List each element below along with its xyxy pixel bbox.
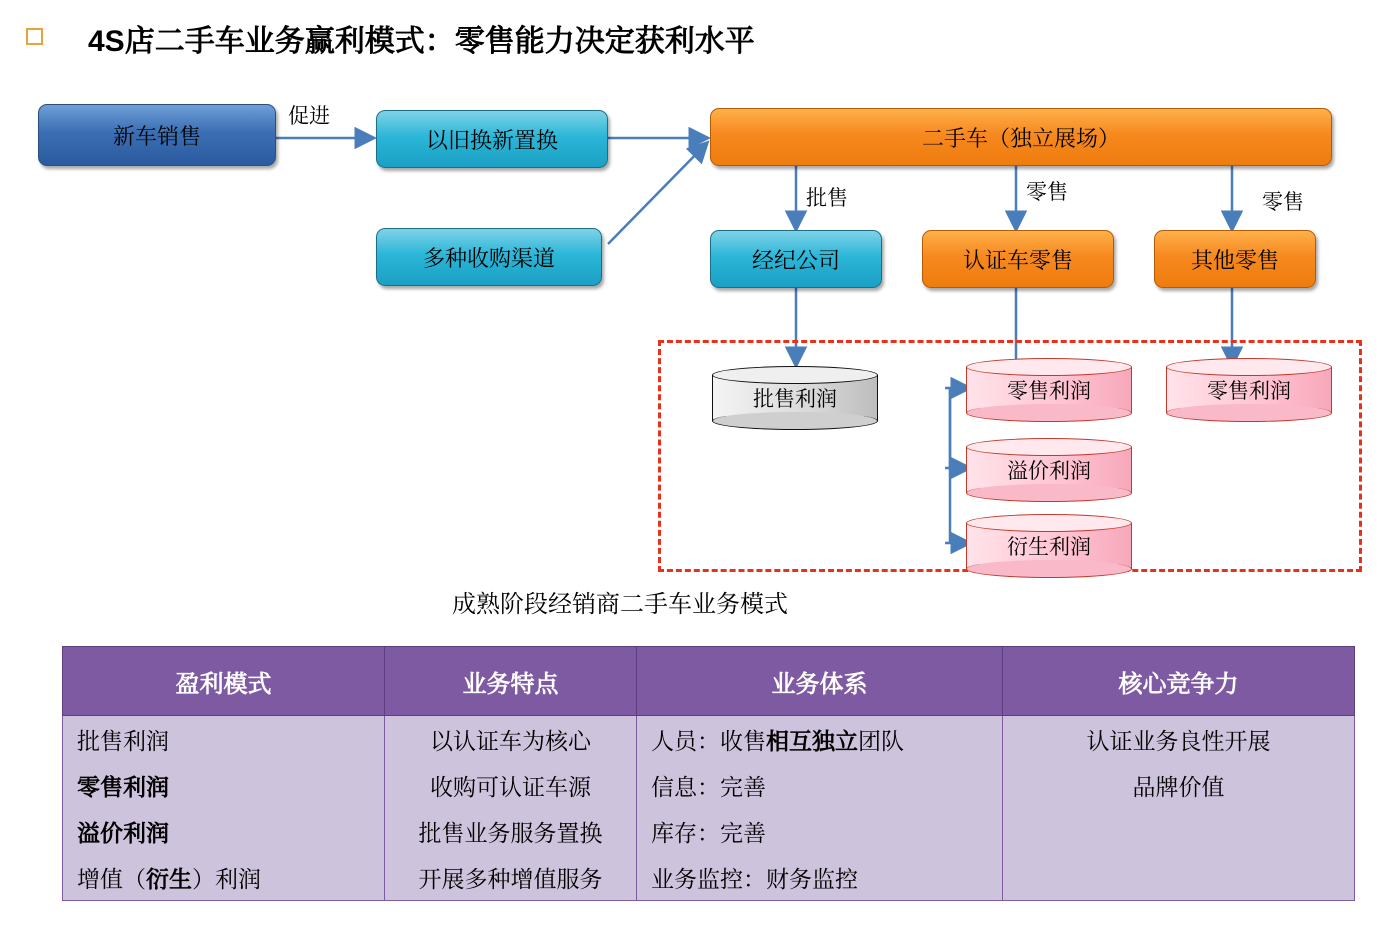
table-row <box>63 762 1355 808</box>
table-cell-business-feature: 开展多种增值服务 <box>385 854 637 901</box>
table-cell-core-competence: 品牌价值 <box>1003 762 1355 808</box>
profit-wholesale[interactable] <box>712 366 878 430</box>
table-row <box>63 808 1355 854</box>
cell-text: 信息：完善 <box>651 773 766 800</box>
profit-label: 溢价利润 <box>1007 460 1091 483</box>
table-cell-business-system <box>637 854 1003 901</box>
table-cell-profit-model <box>63 808 385 854</box>
profit-label: 批售利润 <box>753 388 837 411</box>
profit-derivative[interactable] <box>966 514 1132 578</box>
profit-label: 零售利润 <box>1007 380 1091 403</box>
node-trade-in[interactable] <box>376 110 608 168</box>
table-cell-profit-model <box>63 762 385 808</box>
table-cell-business-feature: 批售业务服务置换 <box>385 808 637 854</box>
cell-text-bold: 相互独立 <box>766 727 858 754</box>
node-used-car-hall[interactable] <box>710 108 1332 166</box>
table-row <box>63 716 1355 763</box>
table-cell-core-competence <box>1003 854 1355 901</box>
node-other-retail[interactable] <box>1154 230 1316 288</box>
table-header-cell: 业务体系 <box>637 647 1003 716</box>
edge-label-retail-1: 零售 <box>1026 181 1068 204</box>
cell-text-bold: 零售利润 <box>77 773 169 800</box>
diagram-caption: 成熟阶段经销商二手车业务模式 <box>452 591 788 618</box>
cell-text: 人员：收售 <box>651 727 766 754</box>
table-header-cell: 核心竞争力 <box>1003 647 1355 716</box>
cell-text: 库存：完善 <box>651 819 766 846</box>
node-label: 二手车（独立展场） <box>921 125 1120 151</box>
edge-label-retail-2: 零售 <box>1262 191 1304 214</box>
table-cell-business-system <box>637 808 1003 854</box>
table-cell-business-system <box>637 762 1003 808</box>
table-cell-business-feature: 以认证车为核心 <box>385 716 637 763</box>
node-new-car-sales[interactable] <box>38 104 276 166</box>
edge-label-promote: 促进 <box>288 105 330 128</box>
table-cell-business-feature: 收购可认证车源 <box>385 762 637 808</box>
table-cell-business-system <box>637 716 1003 763</box>
title-bullet-icon <box>26 28 43 45</box>
table-cell-core-competence <box>1003 808 1355 854</box>
node-label: 以旧换新置换 <box>425 127 558 153</box>
edge-label-wholesale: 批售 <box>806 187 848 210</box>
profit-retail-2[interactable] <box>1166 358 1332 422</box>
cell-text-tail: ）利润 <box>192 865 261 892</box>
table-cell-core-competence: 认证业务良性开展 <box>1003 716 1355 763</box>
cell-text-bold: 衍生 <box>146 865 192 892</box>
profit-label: 衍生利润 <box>1007 536 1091 559</box>
cell-text: 批售利润 <box>77 727 169 754</box>
node-certified-retail[interactable] <box>922 230 1114 288</box>
cell-text: 业务监控：财务监控 <box>651 865 858 892</box>
profit-premium[interactable] <box>966 438 1132 502</box>
cell-text-bold: 溢价利润 <box>77 819 169 846</box>
node-label: 多种收购渠道 <box>422 245 555 271</box>
node-label: 其他零售 <box>1190 247 1279 273</box>
node-broker-company[interactable] <box>710 230 882 288</box>
node-label: 新车销售 <box>112 123 201 149</box>
table-row <box>63 854 1355 901</box>
node-multi-channel[interactable] <box>376 228 602 286</box>
cell-text-tail: 团队 <box>858 727 904 754</box>
cell-text: 增值（ <box>77 865 146 892</box>
node-label: 经纪公司 <box>751 247 840 273</box>
profit-retail-1[interactable] <box>966 358 1132 422</box>
page-title: 4S店二手车业务赢利模式：零售能力决定获利水平 <box>88 25 755 58</box>
profit-model-table <box>62 646 1355 901</box>
table-header-cell: 业务特点 <box>385 647 637 716</box>
table-cell-profit-model <box>63 854 385 901</box>
node-label: 认证车零售 <box>962 247 1073 273</box>
table-header-row <box>63 647 1355 716</box>
table-cell-profit-model <box>63 716 385 763</box>
table-header-cell: 盈利模式 <box>63 647 385 716</box>
profit-label: 零售利润 <box>1207 380 1291 403</box>
